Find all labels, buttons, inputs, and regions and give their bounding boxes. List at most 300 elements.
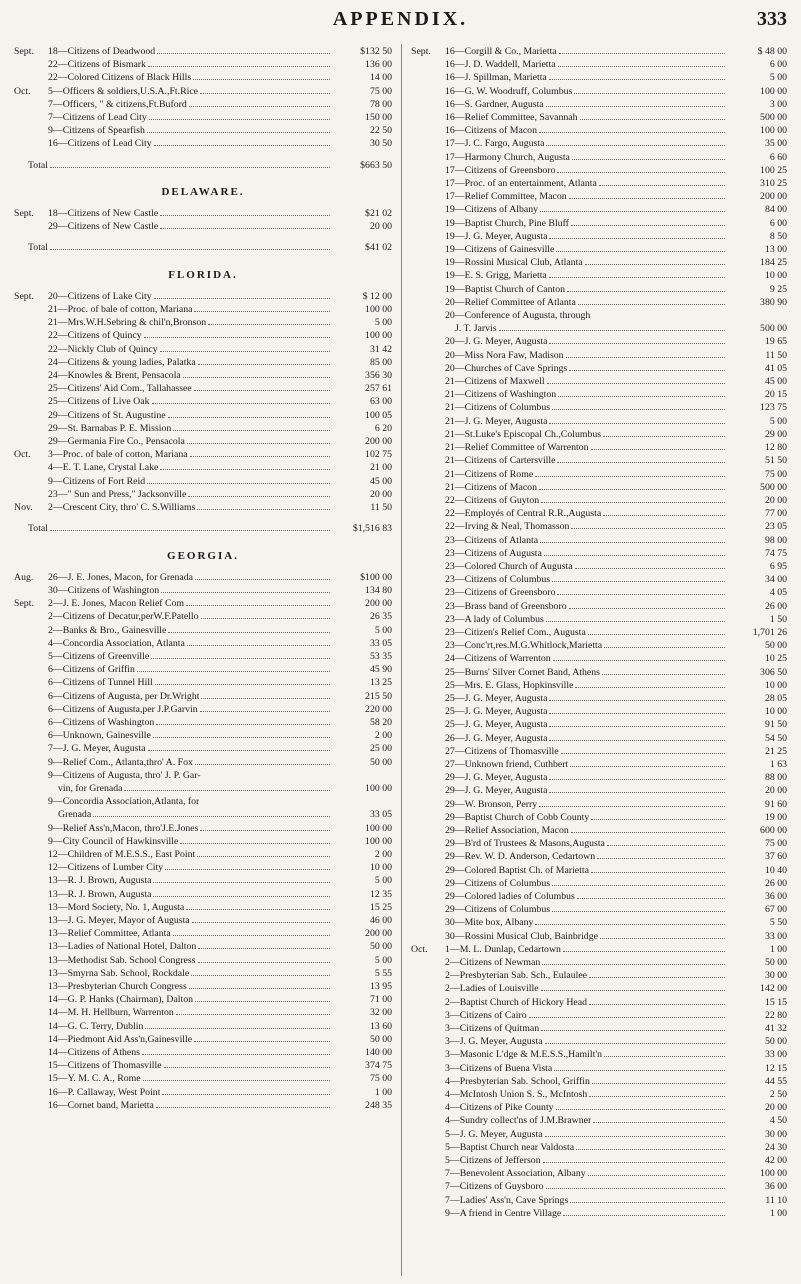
dot-leader [578, 304, 725, 305]
entry-amount: 6 00 [769, 217, 787, 229]
entry-text: 24—Citizens of Warrenton [445, 653, 551, 665]
list-item [411, 1009, 787, 1022]
dot-leader [591, 819, 725, 820]
entry-amount: 22 50 [369, 125, 392, 137]
entry-text: 26—J. G. Meyer, Augusta [445, 732, 548, 744]
list-item [14, 888, 392, 901]
entry-text: 19—Baptist Church of Canton [445, 283, 566, 295]
dot-leader [593, 1122, 725, 1123]
list-item [14, 1006, 392, 1019]
entry-text: 30—Rossini Musical Club, Bainbridge [445, 930, 598, 942]
entry-text: 29—Germania Fire Co., Pensacola [48, 436, 185, 448]
entry-list [411, 45, 787, 1220]
dot-leader [143, 1080, 330, 1081]
list-item [14, 716, 392, 729]
list-item [14, 85, 392, 98]
dot-leader [165, 869, 330, 870]
list-item [14, 769, 392, 782]
entry-text: 7—Citizens of Lead City [48, 112, 147, 124]
entry-text: vin, for Grenada [58, 782, 123, 794]
dot-leader [571, 225, 725, 226]
list-item [14, 901, 392, 914]
dot-leader [561, 753, 725, 754]
entry-text: 20—J. G. Meyer, Augusta [445, 336, 548, 348]
list-item [14, 808, 392, 821]
dot-leader [552, 409, 725, 410]
dot-leader [200, 93, 330, 94]
list-item [411, 428, 787, 441]
entry-text: 14—G. C. Terry, Dublin [48, 1020, 144, 1032]
list-item [411, 652, 787, 665]
list-item [14, 207, 392, 220]
entry-text: 22—Colored Citizens of Black Hills [48, 72, 192, 84]
entry-text: 6—Unknown, Gainesville [48, 730, 151, 742]
list-item [411, 322, 787, 335]
dot-leader [149, 119, 330, 120]
dot-leader [198, 364, 330, 365]
entry-text: Grenada [58, 809, 92, 821]
dot-leader [549, 792, 725, 793]
entry-amount: 50 00 [764, 640, 787, 652]
entry-amount: 45 90 [369, 664, 392, 676]
entry-amount: 22 80 [764, 1009, 787, 1021]
list-item [411, 586, 787, 599]
dot-leader [563, 1215, 725, 1216]
entry-text: 22—Nickly Club of Quincy [48, 343, 158, 355]
entry-amount: 19 65 [764, 336, 787, 348]
list-item [411, 864, 787, 877]
list-item [14, 571, 392, 584]
list-item [411, 243, 787, 256]
dot-leader [173, 935, 330, 936]
entry-amount: 10 00 [764, 270, 787, 282]
dot-leader [556, 1109, 725, 1110]
entry-amount: 6 00 [769, 59, 787, 71]
entry-text: 6—Citizens of Augusta,per J.P.Garvin [48, 703, 198, 715]
entry-amount: 6 20 [374, 422, 392, 434]
list-item [14, 1059, 392, 1072]
entry-text: 13—Mord Society, No. 1, Augusta [48, 901, 185, 913]
list-item [14, 71, 392, 84]
dot-leader [545, 1136, 725, 1137]
list-item [411, 560, 787, 573]
entry-text: 9—A friend in Centre Village [445, 1207, 562, 1219]
entry-amount: 13 95 [369, 981, 392, 992]
entry-text: 6—Citizens of Tunnel Hill [48, 677, 153, 689]
entry-month: Aug. [14, 571, 34, 583]
dot-leader [200, 711, 330, 712]
dot-leader [557, 172, 725, 173]
dot-leader [544, 555, 725, 556]
entry-text: 5—Officers & soldiers,U.S.A.,Ft.Rice [48, 85, 199, 97]
entry-text: 17—Citizens of Greensboro [445, 164, 556, 176]
entry-text: 13—Methodist Sab. School Congress [48, 954, 196, 966]
dot-leader [549, 713, 725, 714]
dot-leader [194, 390, 330, 391]
entry-text: 21—Mrs.W.H.Sebring & chil'n,Bronson [48, 317, 207, 329]
dot-leader [535, 924, 725, 925]
list-item [411, 335, 787, 348]
entry-amount: 15 15 [764, 996, 787, 1008]
entry-amount: 20 00 [369, 221, 392, 233]
entry-text: 6—Citizens of Washington [48, 716, 155, 728]
entry-text: 29—J. G. Meyer, Augusta [445, 785, 548, 797]
entry-amount: 15 25 [369, 901, 392, 913]
dot-leader [549, 726, 725, 727]
list-item [14, 980, 392, 993]
dot-leader [602, 674, 725, 675]
entry-amount: 32 00 [369, 1007, 392, 1019]
list-item [14, 475, 392, 488]
list-item [411, 639, 787, 652]
dot-leader [535, 476, 725, 477]
entry-amount: 12 15 [764, 1062, 787, 1074]
entry-amount: 30 50 [369, 138, 392, 150]
entry-text: 6—Citizens of Griffin [48, 664, 135, 676]
entry-amount: 26 00 [764, 877, 787, 889]
entry-text: 30—Citizens of Washington [48, 584, 160, 596]
entry-text: 14—Piedmont Aid Ass'n,Gainesville [48, 1033, 193, 1045]
entry-text: 4—McIntosh Union S. S., McIntosh [445, 1089, 588, 1101]
entry-text: 16—J. D. Waddell, Marietta [445, 59, 556, 71]
entry-amount: 36 00 [764, 891, 787, 902]
entry-amount: 200 00 [365, 928, 392, 940]
dot-leader [549, 779, 725, 780]
entry-amount: 1,701 26 [752, 626, 787, 638]
list-item [411, 481, 787, 494]
list-item [411, 58, 787, 71]
entry-amount: 75 00 [369, 85, 392, 97]
dot-leader [147, 132, 330, 133]
entry-amount: 33 00 [764, 1049, 787, 1061]
entry-month: Oct. [14, 449, 31, 461]
entry-text: 2—Crescent City, thro' C. S.Williams [48, 502, 196, 514]
dot-leader [585, 264, 725, 265]
entry-text: 15—Y. M. C. A., Rome [48, 1073, 141, 1085]
entry-amount: 100 25 [760, 164, 787, 176]
list-item [14, 488, 392, 501]
entry-amount: 100 00 [365, 304, 392, 316]
list-item [14, 1033, 392, 1046]
entry-text: 23—" Sun and Press," Jacksonville [48, 488, 187, 500]
list-item [14, 914, 392, 927]
entry-amount: 100 00 [760, 125, 787, 137]
list-item [411, 600, 787, 613]
entry-text: 29—B'rd of Trustees & Masons,Augusta [445, 838, 605, 850]
entry-text: 13—Smyrna Sab. School, Rockdale [48, 967, 190, 979]
dot-leader [164, 1067, 330, 1068]
entry-amount: 37 60 [764, 851, 787, 863]
entry-amount: 134 80 [365, 584, 392, 596]
list-item [411, 137, 787, 150]
entry-text: 29—Relief Association, Macon [445, 824, 569, 836]
list-item [411, 1035, 787, 1048]
list-item [411, 1075, 787, 1088]
entry-month: Sept. [14, 598, 34, 610]
entry-text: 21—J. G. Meyer, Augusta [445, 415, 548, 427]
entry-text: 14—M. H. Hellburn, Warrenton [48, 1007, 174, 1019]
dot-leader [549, 343, 725, 344]
list-item [411, 454, 787, 467]
right-column [411, 45, 787, 1220]
entry-amount: $132 50 [360, 46, 392, 57]
entry-text: 29—Baptist Church of Cobb County [445, 811, 590, 823]
entry-text: 5—Baptist Church near Valdosta [445, 1141, 575, 1153]
dot-leader [574, 93, 725, 94]
entry-text: 4—Sundry collect'ns of J.M.Brawner [445, 1115, 592, 1127]
entry-amount: 184 25 [760, 257, 787, 269]
entry-text: 22—Citizens of Guyton [445, 494, 540, 506]
entry-text: 9—Relief Ass'n,Macon, thro'J.E.Jones [48, 822, 199, 834]
entry-text: 29—Colored ladies of Columbus [445, 891, 575, 902]
entry-amount: 200 00 [760, 191, 787, 203]
list-item [411, 877, 787, 890]
entry-amount: 1 00 [374, 1086, 392, 1098]
entry-text: 23—Brass band of Greensboro [445, 600, 567, 612]
entry-amount: 78 00 [369, 98, 392, 110]
entry-text: 4—Concordia Association, Atlanta [48, 637, 185, 649]
list-item [14, 382, 392, 395]
entry-amount: 33 00 [764, 930, 787, 942]
entry-amount: 23 05 [764, 521, 787, 533]
list-item [411, 626, 787, 639]
dot-leader [570, 1202, 725, 1203]
list-item [411, 916, 787, 929]
entry-amount: 500 00 [760, 112, 787, 124]
list-item [14, 795, 392, 808]
dot-leader [576, 1149, 725, 1150]
dot-leader [597, 858, 725, 859]
entry-amount: 75 00 [369, 1073, 392, 1085]
entry-text: 22—Citizens of Bismark [48, 59, 146, 71]
list-item [14, 624, 392, 637]
list-item [411, 98, 787, 111]
entry-text: 5—Citizens of Jefferson [445, 1155, 541, 1167]
dot-leader [176, 1014, 330, 1015]
entry-text: 29—St. Barnabas P. E. Mission [48, 422, 172, 434]
dot-leader [173, 430, 330, 431]
list-item [14, 461, 392, 474]
entry-amount: 2 00 [374, 730, 392, 742]
dot-leader [50, 167, 330, 168]
entry-text: 1—M. L. Dunlap, Cedartown [445, 943, 561, 955]
total-label: Total [28, 242, 48, 254]
list-item [411, 1141, 787, 1154]
entry-text: 5—J. G. Meyer, Augusta [445, 1128, 543, 1140]
entry-amount: 33 05 [369, 637, 392, 649]
list-item [411, 1154, 787, 1167]
dot-leader [563, 951, 725, 952]
entry-amount: 91 50 [764, 719, 787, 731]
total-label: Total [28, 159, 48, 171]
entry-text: 19—E. S. Grigg, Marietta [445, 270, 547, 282]
dot-leader [591, 872, 725, 873]
entry-amount: 140 00 [365, 1047, 392, 1059]
entry-text: 5—Citizens of Greenville [48, 650, 150, 662]
list-item [411, 982, 787, 995]
entry-amount: 67 00 [764, 904, 787, 916]
entry-text: 21—Citizens of Macon [445, 481, 537, 493]
dot-leader [558, 396, 725, 397]
list-item [411, 718, 787, 731]
entry-text: 16—Citizens of Lead City [48, 138, 152, 150]
dot-leader [50, 249, 330, 250]
dot-leader [153, 737, 330, 738]
dot-leader [541, 990, 725, 991]
entry-amount: 33 05 [369, 809, 392, 821]
dot-leader [546, 621, 725, 622]
dot-leader [50, 530, 330, 531]
entry-text: 9—City Council of Hawkinsville [48, 835, 179, 847]
dot-leader [569, 370, 725, 371]
dot-leader [193, 79, 330, 80]
dot-leader [570, 766, 725, 767]
dot-leader [589, 1096, 725, 1097]
list-item [14, 435, 392, 448]
dot-leader [162, 1094, 330, 1095]
entry-text: J. T. Jarvis [455, 323, 497, 335]
list-item [411, 85, 787, 98]
entry-amount: 8 50 [769, 230, 787, 242]
entry-amount: 4 05 [769, 587, 787, 599]
dot-leader [604, 1056, 725, 1057]
entry-text: 9—Citizens of Augusta, thro' J. P. Gar- [48, 769, 201, 781]
dot-leader [188, 496, 330, 497]
entry-amount: 200 00 [365, 436, 392, 448]
entry-text: 25—Citizens' Aid Com., Tallahassee [48, 383, 192, 395]
entry-amount: 42 00 [764, 1155, 787, 1167]
list-item [14, 409, 392, 422]
list-item [411, 203, 787, 216]
dot-leader [124, 790, 330, 791]
entry-text: 29—W. Bronson, Perry [445, 798, 538, 810]
entry-amount: 2 50 [769, 1089, 787, 1101]
entry-month: Sept. [14, 290, 34, 302]
entry-text: 2—J. E. Jones, Macon Relief Com [48, 598, 185, 610]
list-item [14, 954, 392, 967]
entry-amount: 1 00 [769, 1207, 787, 1219]
list-item [411, 534, 787, 547]
list-item [411, 45, 787, 58]
entry-amount: 10 40 [764, 864, 787, 876]
list-item [14, 316, 392, 329]
list-item [411, 415, 787, 428]
entry-list [14, 45, 392, 151]
entry-text: 16—G. W. Woodruff, Columbus [445, 85, 573, 97]
list-item [411, 969, 787, 982]
entry-text: 4—Citizens of Pike County [445, 1102, 554, 1114]
list-item [411, 824, 787, 837]
entry-amount: 100 00 [365, 835, 392, 847]
entry-text: 4—E. T. Lane, Crystal Lake [48, 462, 159, 474]
entry-amount: 380 90 [760, 296, 787, 308]
dot-leader [539, 806, 725, 807]
entry-list [14, 207, 392, 233]
list-item [411, 190, 787, 203]
dot-leader [575, 687, 725, 688]
list-item [14, 584, 392, 597]
entry-amount: 35 00 [764, 138, 787, 150]
dot-leader [589, 1004, 725, 1005]
entry-text: 16—Cornet band, Marietta [48, 1099, 154, 1111]
entry-text: 29—Rev. W. D. Anderson, Cedartown [445, 851, 596, 863]
list-item [411, 269, 787, 282]
dot-leader [155, 684, 330, 685]
list-item [14, 861, 392, 874]
entry-text: 20—Relief Committee of Atlanta [445, 296, 576, 308]
entry-text: 23—Colored Church of Augusta [445, 560, 573, 572]
dot-leader [190, 456, 330, 457]
dot-leader [499, 330, 725, 331]
list-item [411, 111, 787, 124]
entry-amount: 30 00 [764, 970, 787, 982]
dot-leader [541, 1030, 725, 1031]
entry-text: 21—Relief Committee of Warrenton [445, 442, 589, 454]
list-item [411, 1207, 787, 1220]
entry-amount: 356 30 [365, 370, 392, 382]
state-section [411, 45, 787, 1220]
entry-text: 2—Baptist Church of Hickory Head [445, 996, 588, 1008]
list-item [411, 705, 787, 718]
entry-amount: 100 05 [365, 409, 392, 421]
entry-amount: 50 00 [369, 941, 392, 953]
dot-leader [198, 962, 331, 963]
entry-amount: 10 00 [369, 862, 392, 874]
list-item [411, 771, 787, 784]
entry-amount: 75 00 [764, 838, 787, 850]
list-item [411, 71, 787, 84]
dot-leader [160, 215, 330, 216]
entry-text: 19—Citizens of Gainesville [445, 244, 555, 256]
dot-leader [539, 489, 725, 490]
list-item [411, 164, 787, 177]
dot-leader [552, 581, 725, 582]
list-item [411, 349, 787, 362]
state-section [14, 550, 392, 1113]
entry-text: 2—Citizens of Newman [445, 957, 541, 969]
dot-leader [183, 377, 330, 378]
entry-amount: 85 00 [369, 356, 392, 368]
state-heading: GEORGIA. [167, 549, 239, 562]
entry-text: 3—J. G. Meyer, Augusta [445, 1036, 543, 1048]
list-item [411, 837, 787, 850]
entry-text: 3—Citizens of Buena Vista [445, 1062, 553, 1074]
list-item [411, 362, 787, 375]
entry-text: 15—Citizens of Thomasville [48, 1060, 162, 1072]
dot-leader [603, 515, 725, 516]
list-item [411, 758, 787, 771]
dot-leader [186, 605, 330, 606]
entry-amount: 74 75 [764, 547, 787, 559]
entry-amount: 1 63 [769, 758, 787, 770]
dot-leader [546, 1188, 725, 1189]
dot-leader [145, 1028, 330, 1029]
list-item [14, 822, 392, 835]
entry-amount: 374 75 [365, 1060, 392, 1072]
entry-amount: 30 00 [764, 1128, 787, 1140]
entry-amount: 100 00 [365, 782, 392, 794]
entry-amount: 91 60 [764, 798, 787, 810]
entry-amount: 10 00 [764, 679, 787, 691]
entry-text: 29—Colored Baptist Ch. of Marietta [445, 864, 589, 876]
dot-leader [553, 660, 725, 661]
list-item [411, 1114, 787, 1127]
dot-leader [589, 977, 725, 978]
list-item [14, 1046, 392, 1059]
dot-leader [575, 568, 725, 569]
dot-leader [168, 417, 330, 418]
dot-leader [147, 483, 330, 484]
